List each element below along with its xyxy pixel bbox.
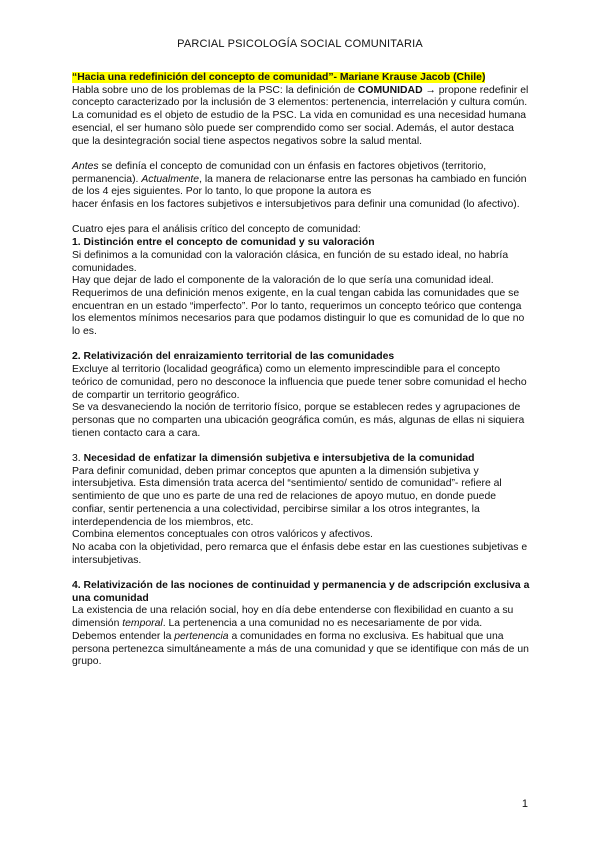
section-1-paragraph-1: Si definimos a la comunidad con la valoración clásica, en función de su estado ideal, no habría comunidades.	[72, 249, 509, 274]
intro-text: Habla sobre uno de los problemas de la PSC: la definición de	[72, 84, 358, 96]
section-4-text: a comunidades en forma no exclusiva. Es habitual que una persona pertenezca simultáneamente a más de una comunidad y que se identifique con más de un grupo.	[72, 630, 529, 668]
keyword-comunidad: COMUNIDAD	[357, 84, 423, 96]
intro-paragraph-1	[72, 85, 532, 110]
intro-paragraph-4: hacer énfasis en los factores subjetivos e intersubjetivos para definir una comunidad (lo afectivo).	[72, 199, 520, 211]
section-2-heading: 2. Relativización del enraizamiento territorial de las comunidades	[72, 351, 395, 363]
intro-text: → propone redefinir el concepto caracterizado por la inclusión de 3 elementos: pertenencia, interrelación y cultura común.	[72, 84, 529, 109]
section-3-title: Necesidad de enfatizar la dimensión subjetiva e intersubjetiva de la comunidad	[83, 453, 475, 465]
intro-paragraph-3	[72, 161, 532, 199]
emphasis-antes: Antes	[72, 160, 99, 172]
emphasis-actualmente: Actualmente	[141, 173, 200, 185]
section-2-paragraph-1: Excluye al territorio (localidad geográfica) como un elemento imprescindible para el concepto teórico de comunidad, pero no desconoce la influencia que puede tener sobre comunidad el hecho de compartir un territorio geográfico.	[72, 364, 527, 401]
emphasis-temporal: temporal	[122, 618, 163, 630]
section-4-paragraph-2	[72, 631, 532, 669]
page-number: 1	[521, 798, 528, 810]
section-4-heading: 4. Relativización de las nociones de continuidad y permanencia y de adscripción exclusiva a una comunidad	[72, 580, 530, 604]
section-4-text: Debemos entender la	[72, 630, 175, 642]
section-3-number: 3.	[72, 453, 84, 465]
intro-paragraph-2: La comunidad es el objeto de estudio de la PSC. La vida en comunidad es una necesidad humana esencial, el ser humano sòlo puede ser comprendido como ser social. Además, el autor destaca que la desintegración social tiene aspectos negativos sobre la salud mental.	[72, 110, 527, 147]
section-1-paragraph-2: Hay que dejar de lado el componente de la valoración de lo que sería una comunidad ideal. Requerimos de una definición menos exigente, en la cual tengan cabida las comunidades que se encuentran en un estado “imperfecto”. Por lo tanto, requerimos un concepto teórico que contenga los elementos mínimos necesarios para que podamos distinguir lo que es comunidad de lo que no lo es.	[72, 275, 525, 338]
axes-intro: Cuatro ejes para el análisis crítico del concepto de comunidad:	[72, 224, 361, 236]
section-4-text: . La pertenencia a una comunidad no es necesariamente de por vida.	[162, 618, 483, 630]
intro-text: , la manera de relacionarse entre las personas ha cambiado en función de los 4 ejes siguientes. Por lo tanto, lo que propone la autora es	[72, 173, 527, 198]
document-body	[72, 72, 532, 669]
section-3-paragraph-1: Para definir comunidad, deben primar conceptos que apunten a la dimensión subjetiva y intersubjetiva. Esta dimensión trata acerca del “sentimiento/ sentido de comunidad”- refiere al sentimiento de que uno es parte de una red de relaciones de apoyo mutuo, en donde puede confiar, sentir pertenencia a una colectividad, percibirse similar a los otros integrantes, la interdependencia de los miembros, etc.	[72, 465, 502, 528]
document-title	[72, 72, 532, 85]
section-4-paragraph-1	[72, 605, 532, 630]
section-1-heading: 1. Distinción entre el concepto de comunidad y su valoración	[72, 237, 375, 249]
intro-text: se definía el concepto de comunidad con un énfasis en factores objetivos (territorio, permanencia).	[72, 160, 487, 185]
title-highlight: “Hacia una redefinición del concepto de comunidad”- Mariane Krause Jacob (Chile)	[72, 72, 486, 83]
section-3-heading	[72, 453, 532, 466]
page-header: PARCIAL PSICOLOGÍA SOCIAL COMUNITARIA	[177, 38, 423, 50]
section-4-text: La existencia de una relación social, hoy en día debe entenderse con flexibilidad en cuanto a su dimensión	[72, 605, 514, 630]
section-2-paragraph-2: Se va desvaneciendo la noción de territorio físico, porque se establecen redes y agrupaciones de personas que no comparten una ubicación geográfica común, es más, algunas de ellas ni siquiera tienen contacto cara a cara.	[72, 402, 525, 439]
emphasis-pertenencia: pertenencia	[174, 630, 229, 642]
section-3-paragraph-3: No acaba con la objetividad, pero remarca que el énfasis debe estar en las cuestiones subjetivas e intersubjetivas.	[72, 541, 528, 566]
section-3-paragraph-2: Combina elementos conceptuales con otros valóricos y afectivos.	[72, 529, 373, 541]
